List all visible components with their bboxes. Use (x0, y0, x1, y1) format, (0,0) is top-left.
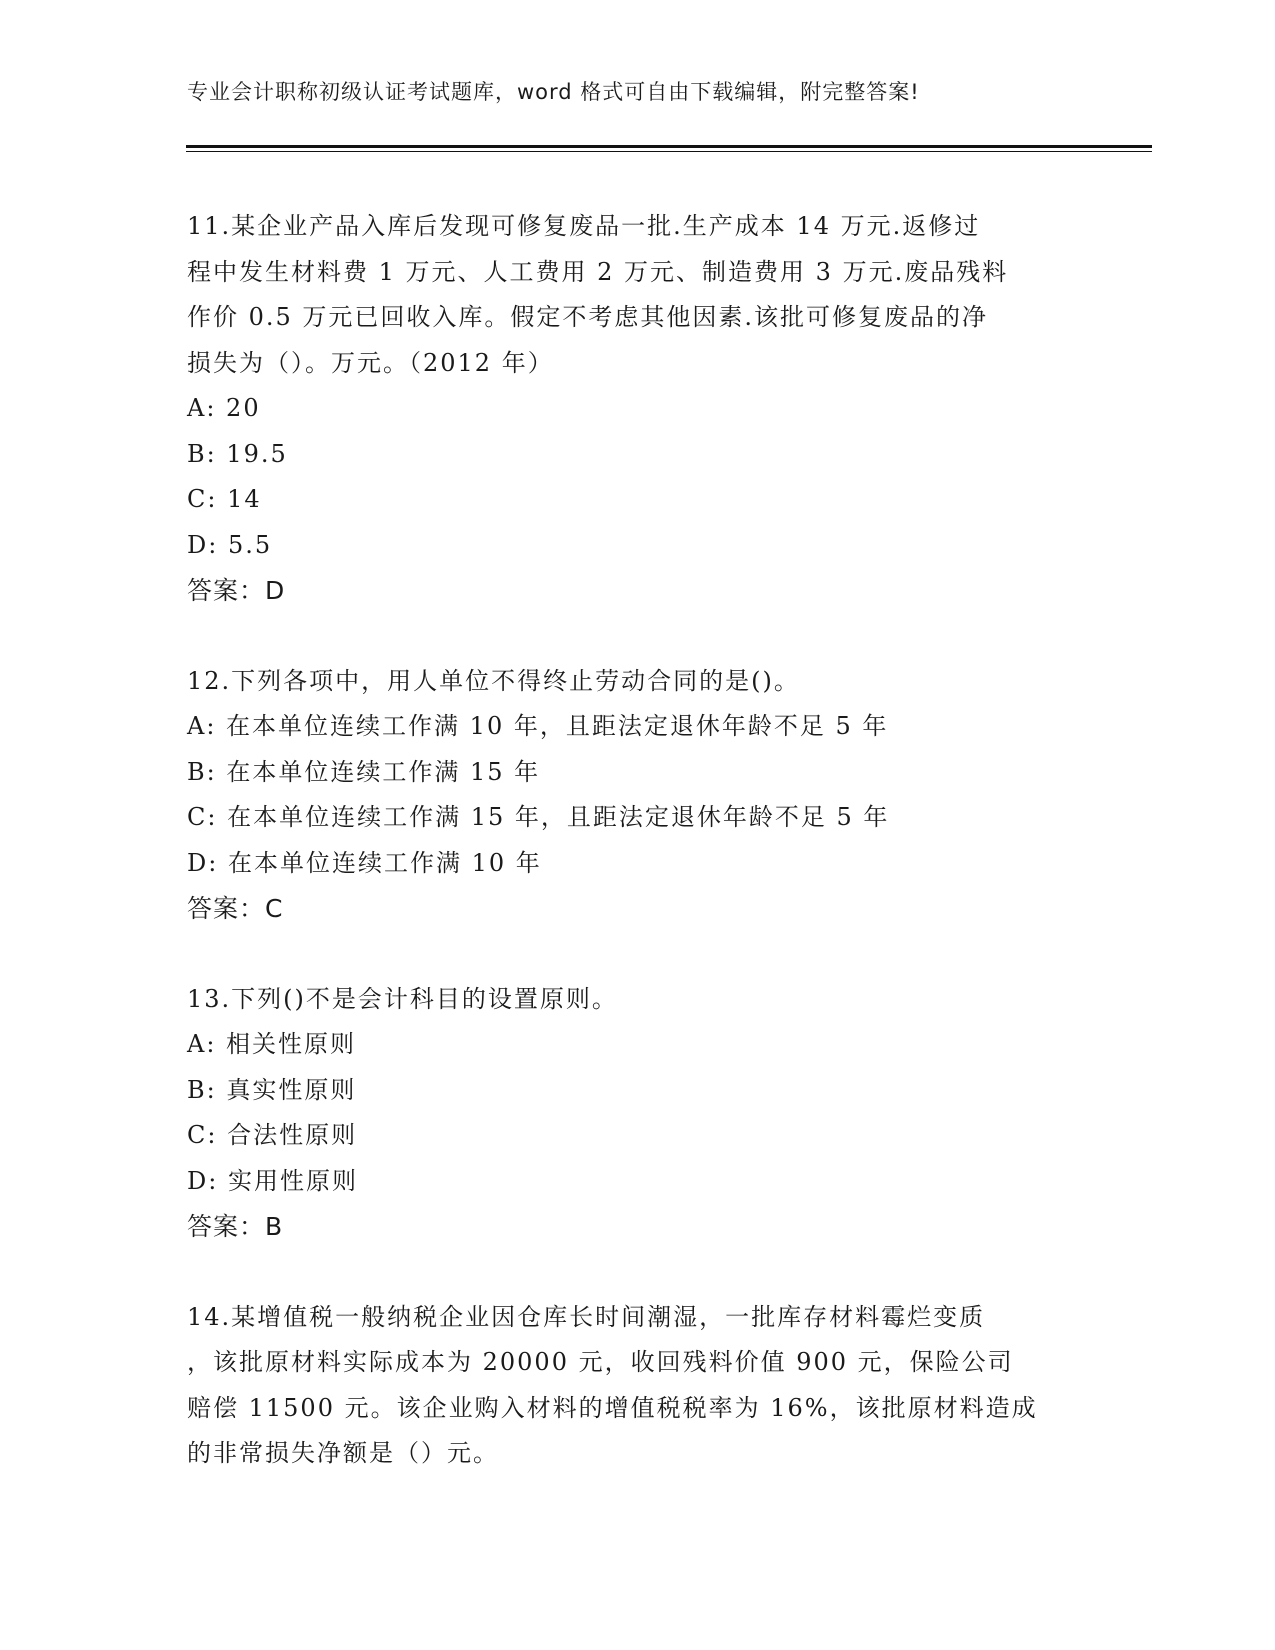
spacer (187, 1250, 1087, 1295)
question-text-line: 损失为（）。万元。（2012 年） (187, 348, 554, 377)
question-text-line: 程中发生材料费 1 万元、人工费用 2 万元、制造费用 3 万元.废品残料 (187, 257, 1009, 286)
spacer (187, 614, 1087, 659)
option-b: B: 在本单位连续工作满 15 年 (187, 757, 541, 786)
page-header: 专业会计职称初级认证考试题库，word 格式可自由下载编辑，附完整答案! (187, 80, 920, 104)
option-a: A: 相关性原则 (187, 1030, 357, 1058)
question-text-line: 的非常损失净额是（）元。 (187, 1439, 499, 1467)
option-c: C: 合法性原则 (187, 1121, 358, 1149)
spacer (187, 932, 1087, 977)
question-text-line: 作价 0.5 万元已回收入库。假定不考虑其他因素.该批可修复废品的净 (187, 303, 989, 331)
question-14 (187, 1295, 1087, 1477)
option-b: B: 真实性原则 (187, 1075, 357, 1104)
question-text-line: 赔偿 11500 元。该企业购入材料的增值税税率为 16%，该批原材料造成 (187, 1393, 1038, 1422)
question-11 (187, 204, 1087, 614)
question-text-line: 12.下列各项中，用人单位不得终止劳动合同的是()。 (187, 666, 800, 695)
answer: 答案：C (187, 894, 284, 923)
option-a: A: 在本单位连续工作满 10 年，且距法定退休年龄不足 5 年 (187, 712, 889, 740)
option-a: A: 20 (187, 394, 261, 422)
answer: 答案：B (187, 1212, 284, 1241)
option-c: C: 在本单位连续工作满 15 年，且距法定退休年龄不足 5 年 (187, 803, 890, 831)
option-b: B: 19.5 (187, 439, 288, 468)
question-text-line: 11.某企业产品入库后发现可修复废品一批.生产成本 14 万元.返修过 (187, 212, 981, 240)
option-d: D: 在本单位连续工作满 10 年 (187, 848, 542, 877)
option-d: D: 5.5 (187, 530, 273, 559)
question-text-line: 14.某增值税一般纳税企业因仓库长时间潮湿，一批库存材料霉烂变质 (187, 1302, 986, 1331)
header-rule-thin (186, 151, 1152, 152)
question-13 (187, 977, 1087, 1250)
question-12 (187, 659, 1087, 932)
answer: 答案：D (187, 576, 286, 605)
question-text-line: ，该批原材料实际成本为 20000 元，收回残料价值 900 元，保险公司 (187, 1348, 1014, 1376)
question-text-line: 13.下列()不是会计科目的设置原则。 (187, 984, 618, 1013)
option-c: C: 14 (187, 485, 262, 513)
question-list (187, 204, 1087, 1477)
header-rule-thick (186, 145, 1152, 148)
option-d: D: 实用性原则 (187, 1166, 358, 1195)
